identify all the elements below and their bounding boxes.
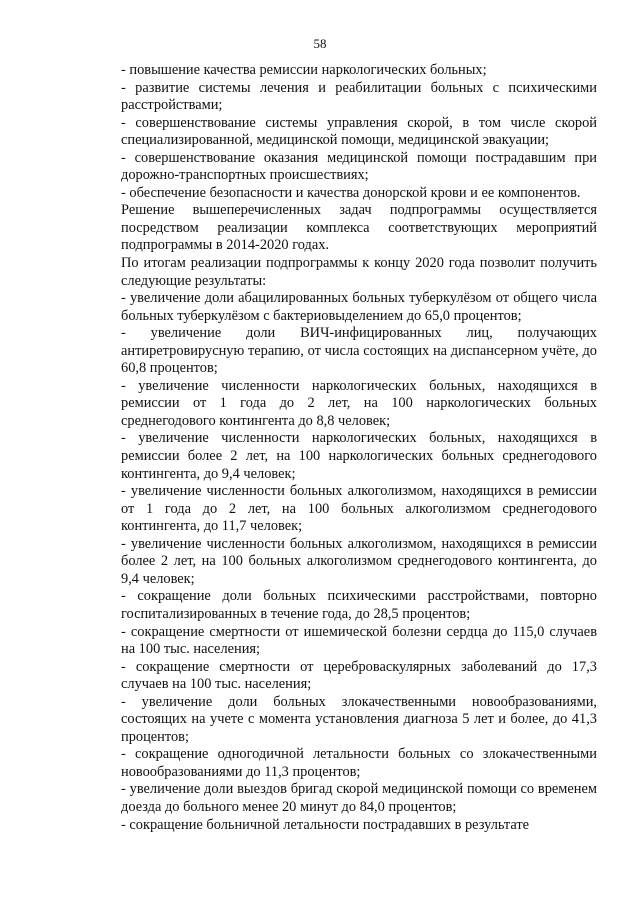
list-item: - сокращение смертности от цереброваскулярных заболеваний до 17,3 случаев на 100 тыс. населения; [121,658,597,693]
list-item: - сокращение одногодичной летальности больных со злокачественными новообразованиями до 11,3 процентов; [121,746,597,780]
list-item: - увеличение доли абацилированных больных туберкулёзом от общего числа больных туберкулёзом с бактериовыделением до 65,0 процентов; [121,290,597,324]
list-item: - сокращение смертности от ишемической болезни сердца до 115,0 случаев на 100 тыс. населения; [121,623,597,658]
list-item: - совершенствование системы управления скорой, в том числе скорой специализированной, медицинской помощи, медицинской эвакуации; [121,114,597,149]
paragraph: По итогам реализации подпрограммы к концу 2020 года позволит получить следующие результаты: [121,255,597,289]
list-item: - увеличение доли выездов бригад скорой медицинской помощи со временем доезда до больного менее 20 минут до 84,0 процентов; [121,781,597,815]
list-item: - развитие системы лечения и реабилитации больных с психическими расстройствами; [121,79,597,114]
paragraph: Решение вышеперечисленных задач подпрограммы осуществляется посредством реализации комплекса соответствующих мероприятий подпрограммы в 2014-2020 годах. [121,202,597,254]
list-item: - сокращение доли больных психическими расстройствами, повторно госпитализированных в течение года, до 28,5 процентов; [121,588,597,622]
document-body [121,62,597,834]
list-item: - увеличение численности наркологических больных, находящихся в ремиссии от 1 года до 2 лет, на 100 наркологических больных среднегодового контингента до 8,8 человек; [121,377,597,429]
list-item: - сокращение больничной летальности пострадавших в результате [121,816,530,833]
list-item: - увеличение доли больных злокачественными новообразованиями, состоящих на учете с момента установления диагноза 5 лет и более, до 41,3 процентов; [121,693,597,745]
list-item: - совершенствование оказания медицинской помощи пострадавшим при дорожно-транспортных происшествиях; [121,149,597,184]
list-item: - повышение качества ремиссии наркологических больных; [121,62,487,78]
list-item: - увеличение численности больных алкоголизмом, находящихся в ремиссии более 2 лет, на 100 больных алкоголизмом среднегодового контингента, до 9,4 человек; [121,535,597,587]
list-item: - увеличение численности больных алкоголизмом, находящихся в ремиссии от 1 года до 2 лет, на 100 больных алкоголизмом среднегодового контингента, до 11,7 человек; [121,483,597,535]
page-number: 58 [313,36,327,51]
list-item: - увеличение численности наркологических больных, находящихся в ремиссии более 2 лет, на 100 наркологических больных среднегодового контингента, до 9,4 человек; [121,430,597,482]
list-item: - обеспечение безопасности и качества донорской крови и ее компонентов. [121,184,581,201]
list-item: - увеличение доли ВИЧ-инфицированных лиц, получающих антиретровирусную терапию, от числа состоящих на диспансерном учёте, до 60,8 процентов; [121,325,597,377]
